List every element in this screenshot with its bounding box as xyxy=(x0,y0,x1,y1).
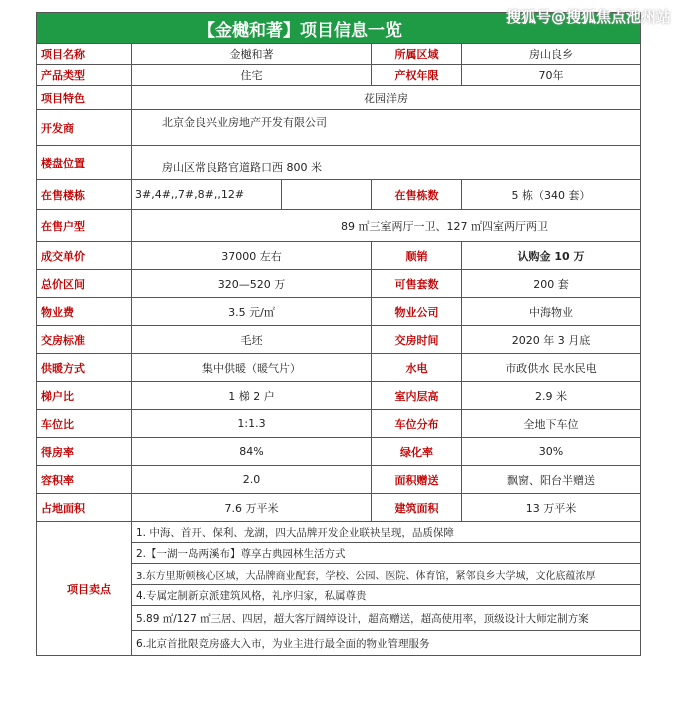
table-row xyxy=(37,270,641,298)
row-value: 毛坯 xyxy=(132,326,372,354)
row-label: 产品类型 xyxy=(37,65,132,86)
row-value: 37000 左右 xyxy=(132,242,372,270)
row-value: 认购金 10 万 xyxy=(462,242,641,270)
row-label: 交房时间 xyxy=(372,326,462,354)
table-row xyxy=(37,146,641,180)
table-row xyxy=(37,354,641,382)
table-row xyxy=(37,110,641,146)
row-value: 房山区常良路官道路口西 800 米 xyxy=(132,146,641,180)
row-value: 200 套 xyxy=(462,270,641,298)
row-label: 车位分布 xyxy=(372,410,462,438)
table-row xyxy=(37,298,641,326)
row-value: 84% xyxy=(132,438,372,466)
row-label: 成交单价 xyxy=(37,242,132,270)
row-label: 交房标准 xyxy=(37,326,132,354)
row-label: 项目名称 xyxy=(37,44,132,65)
table-row xyxy=(37,86,641,110)
feature-item: 2.【一湖一岛两溪布】尊享古典园林生活方式 xyxy=(132,543,641,564)
row-label: 项目特色 xyxy=(37,86,132,110)
table-row xyxy=(37,326,641,354)
row-value: 2.9 米 xyxy=(462,382,641,410)
table-row xyxy=(37,210,641,242)
feature-item: 6.北京首批限竞房盛大入市，为业主进行最全面的物业管理服务 xyxy=(132,631,641,656)
table-row xyxy=(37,382,641,410)
row-value: 住宅 xyxy=(132,65,372,86)
table-row xyxy=(37,466,641,494)
table-row xyxy=(37,410,641,438)
row-value: 7.6 万平米 xyxy=(132,494,372,522)
feature-item: 3.东方里斯顿核心区域，大品牌商业配套，学校、公园、医院、体育馆，紧邻良乡大学城，文化底蕴浓厚 xyxy=(132,564,641,585)
row-value: 房山良乡 xyxy=(462,44,641,65)
row-value: 2.0 xyxy=(132,466,372,494)
feature-item: 4.专属定制新京派建筑风格，礼序归家，私属尊贵 xyxy=(132,585,641,606)
project-info-table xyxy=(36,12,641,656)
row-label: 占地面积 xyxy=(37,494,132,522)
row-label: 水电 xyxy=(372,354,462,382)
row-value: 3.5 元/㎡ xyxy=(132,298,372,326)
row-value: 5 栋（340 套） xyxy=(462,180,641,210)
row-label: 供暖方式 xyxy=(37,354,132,382)
row-label: 梯户比 xyxy=(37,382,132,410)
row-value: 花园洋房 xyxy=(132,86,641,110)
row-label: 顺销 xyxy=(372,242,462,270)
table-row xyxy=(37,44,641,65)
table-row xyxy=(37,242,641,270)
row-label: 在售栋数 xyxy=(372,180,462,210)
row-value: 集中供暖（暖气片） xyxy=(132,354,372,382)
row-label: 楼盘位置 xyxy=(37,146,132,180)
row-value: 320—520 万 xyxy=(132,270,372,298)
row-label: 产权年限 xyxy=(372,65,462,86)
row-label: 车位比 xyxy=(37,410,132,438)
row-value: 70年 xyxy=(462,65,641,86)
features-label: 项目卖点 xyxy=(37,522,132,656)
row-label: 可售套数 xyxy=(372,270,462,298)
row-value: 1 梯 2 户 xyxy=(132,382,372,410)
row-label: 建筑面积 xyxy=(372,494,462,522)
feature-item: 1. 中海、首开、保利、龙湖，四大品牌开发企业联袂呈现，品质保障 xyxy=(132,522,641,543)
row-value: 30% xyxy=(462,438,641,466)
row-label: 物业费 xyxy=(37,298,132,326)
row-value: 13 万平米 xyxy=(462,494,641,522)
row-value: 3#,4#,,7#,8#,,12# xyxy=(132,180,282,210)
row-value: 中海物业 xyxy=(462,298,641,326)
table-row xyxy=(37,494,641,522)
row-label: 开发商 xyxy=(37,110,132,146)
row-value: 市政供水 民水民电 xyxy=(462,354,641,382)
row-value: 飘窗、阳台半赠送 xyxy=(462,466,641,494)
row-label: 总价区间 xyxy=(37,270,132,298)
row-label: 面积赠送 xyxy=(372,466,462,494)
row-value: 金樾和著 xyxy=(132,44,372,65)
table-row xyxy=(37,65,641,86)
row-value: 89 ㎡三室两厅一卫、127 ㎡四室两厅两卫 xyxy=(132,210,641,242)
row-label: 容积率 xyxy=(37,466,132,494)
row-label: 绿化率 xyxy=(372,438,462,466)
row-label: 物业公司 xyxy=(372,298,462,326)
table-title: 【金樾和著】项目信息一览 xyxy=(37,13,641,44)
row-value: 1:1.3 xyxy=(132,410,372,438)
row-value: 北京金良兴业房地产开发有限公司 xyxy=(132,110,641,146)
table-row xyxy=(37,438,641,466)
feature-row xyxy=(37,522,641,543)
watermark-text: 搜狐号@搜狐焦点池州站 xyxy=(505,8,671,26)
row-value: 2020 年 3 月底 xyxy=(462,326,641,354)
table-row xyxy=(37,180,641,210)
row-label: 得房率 xyxy=(37,438,132,466)
row-label: 室内层高 xyxy=(372,382,462,410)
row-label: 在售户型 xyxy=(37,210,132,242)
row-label: 所属区域 xyxy=(372,44,462,65)
feature-item: 5.89 ㎡/127 ㎡三居、四居，超大客厅阔绰设计，超高赠送，超高使用率，顶级设计大师定制方案 xyxy=(132,606,641,631)
row-label: 在售楼栋 xyxy=(37,180,132,210)
row-value: 全地下车位 xyxy=(462,410,641,438)
